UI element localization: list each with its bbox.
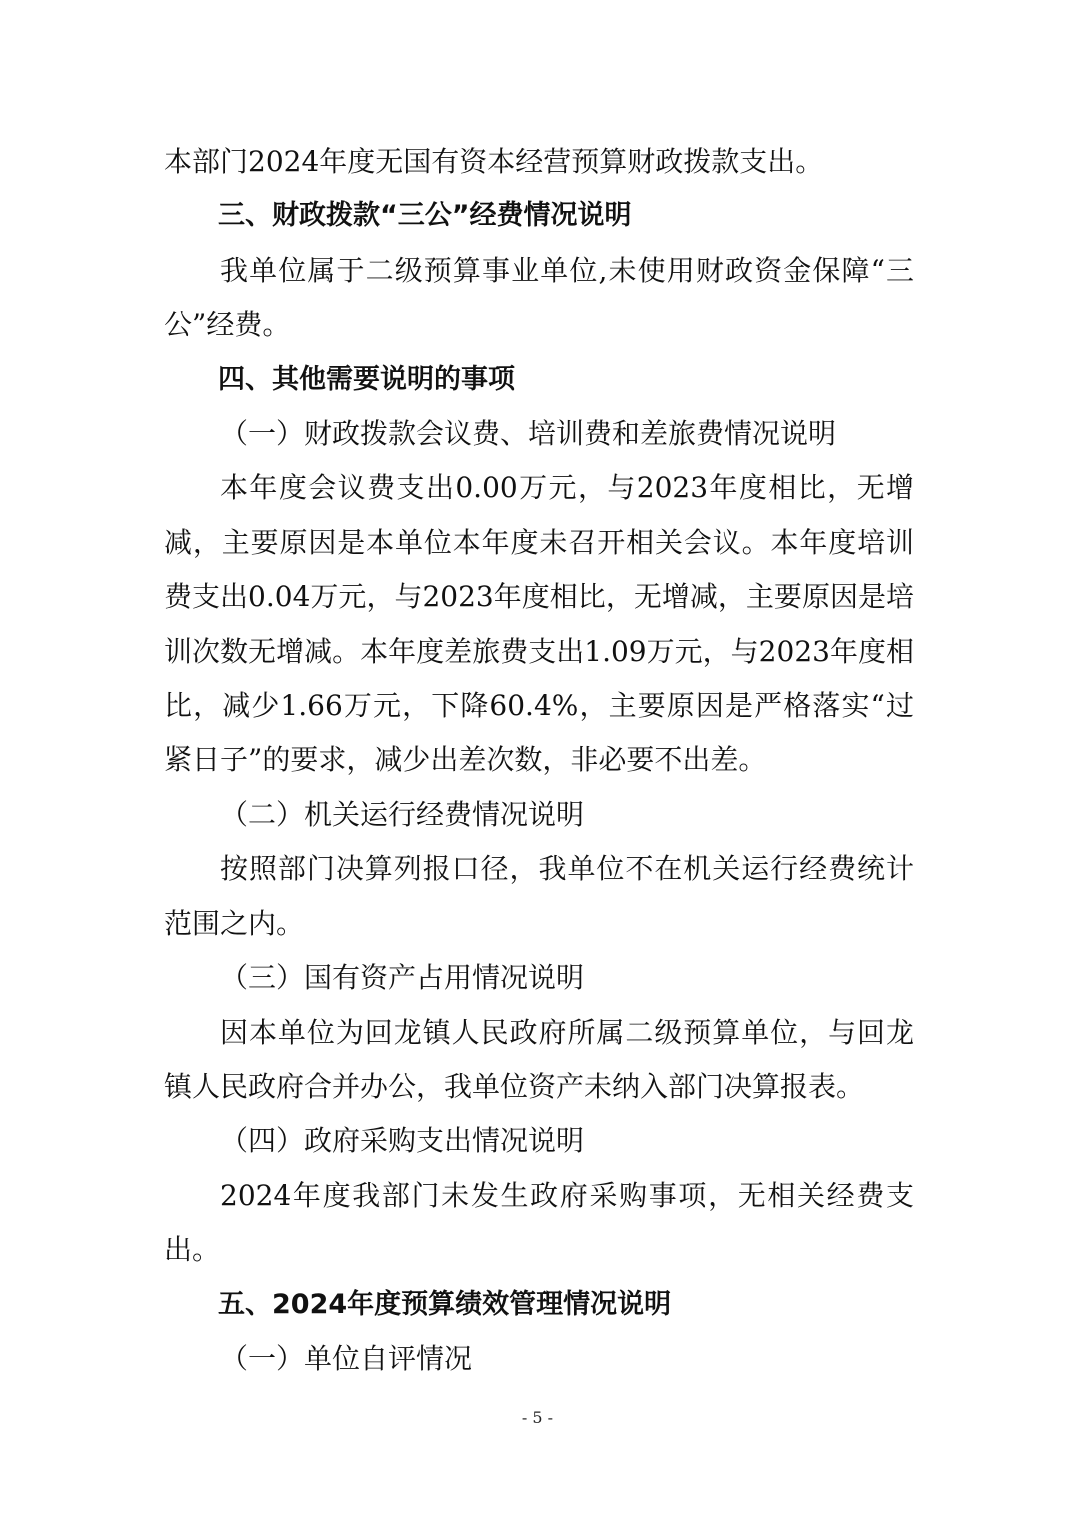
subheading-state-assets: （三）国有资产占用情况说明 <box>220 961 585 995</box>
paragraph-operating-expenses: 按照部门决算列报口径，我单位不在机关运行经费统计范围之内。 <box>164 852 914 940</box>
paragraph-meeting-training-travel: 本年度会议费支出0.00万元，与2023年度相比，无增减，主要原因是本单位本年度未召开相关会议。本年度培训费支出0.04万元，与2023年度相比，无增减，主要原因是培训次数无增减。本年度差旅费支出1.09万元，与2023年度相比，减少1.66万元，下降60.4%，主要原因是严格落实“过紧日子”的要求，减少出差次数，非必要不出差。 <box>164 471 914 777</box>
paragraph-state-assets: 因本单位为回龙镇人民政府所属二级预算单位，与回龙镇人民政府合并办公，我单位资产未纳入部门决算报表。 <box>164 1015 914 1103</box>
paragraph-government-procurement: 2024年度我部门未发生政府采购事项，无相关经费支出。 <box>164 1178 914 1267</box>
subheading-self-evaluation: （一）单位自评情况 <box>220 1341 473 1375</box>
paragraph-three-public-expenses: 我单位属于二级预算事业单位,未使用财政资金保障“三公”经费。 <box>164 253 914 342</box>
document-body <box>164 135 914 1386</box>
heading-performance-management: 五、2024年度预算绩效管理情况说明 <box>218 1288 672 1320</box>
page-number: - 5 - <box>521 1408 554 1427</box>
heading-three-public-expenses: 三、财政拨款“三公”经费情况说明 <box>218 200 632 232</box>
subheading-meeting-training-travel: （一）财政拨款会议费、培训费和差旅费情况说明 <box>220 417 837 451</box>
subheading-operating-expenses: （二）机关运行经费情况说明 <box>220 797 585 831</box>
heading-other-matters: 四、其他需要说明的事项 <box>218 363 515 395</box>
paragraph-state-capital-budget: 本部门2024年度无国有资本经营预算财政拨款支出。 <box>164 145 824 178</box>
subheading-government-procurement: （四）政府采购支出情况说明 <box>220 1124 585 1158</box>
